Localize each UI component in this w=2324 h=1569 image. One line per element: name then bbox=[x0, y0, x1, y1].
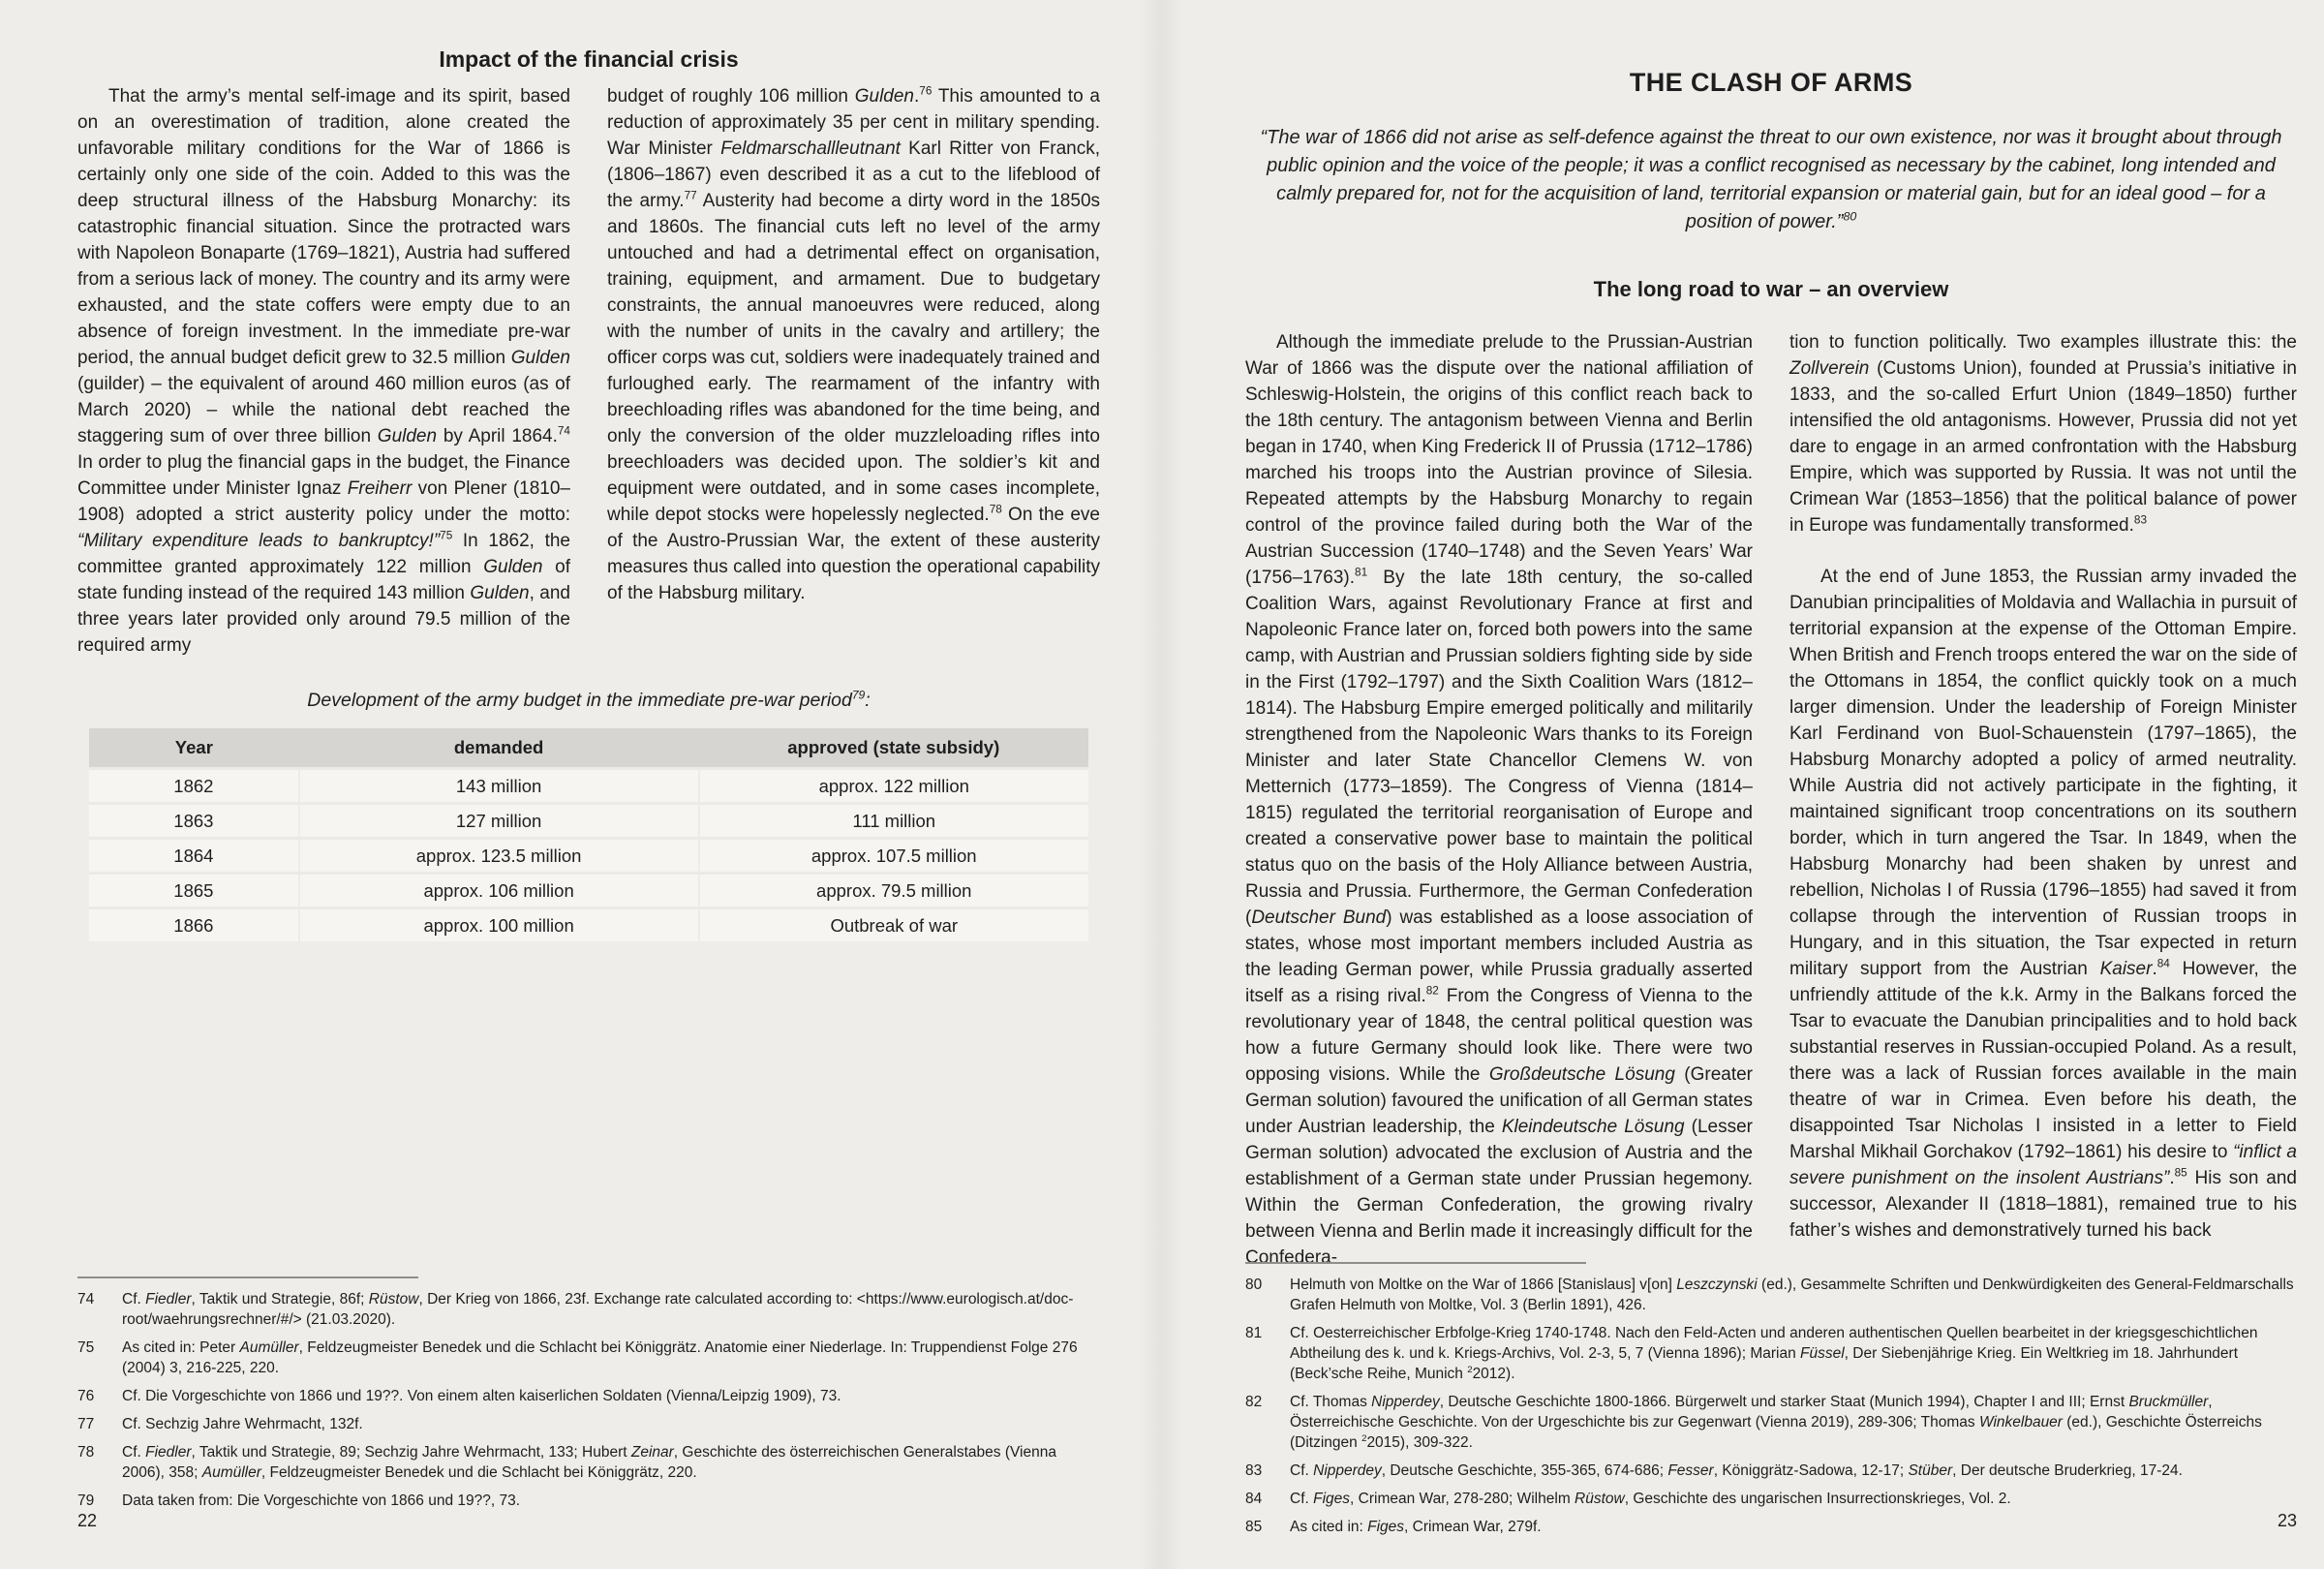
footnote-text: Cf. Fiedler, Taktik und Strategie, 89; Sechzig Jahre Wehrmacht, 133; Hubert Zeinar, Geschichte des österreichischen Generalstabes (Vienna 2006), 358; Aumüller, Feldzeugmeister Benedek und die Schlacht bei Königgrätz, 220. bbox=[122, 1444, 1056, 1481]
left-column-1 bbox=[77, 83, 570, 659]
footnote bbox=[1245, 1461, 2297, 1481]
footnote-text: Helmuth von Moltke on the War of 1866 [Stanislaus] v[on] Leszczynski (ed.), Gesammelte Schriften und Denkwürdigkeiten des General-Feldmarschalls Grafen Helmuth von Moltke, Vol. 3 (Berlin 1891), 426. bbox=[1290, 1277, 2294, 1313]
footnote-ref: 81 bbox=[1355, 566, 1368, 579]
chapter-title: THE CLASH OF ARMS bbox=[1629, 68, 1913, 97]
table-row bbox=[89, 874, 1088, 908]
footnote bbox=[1245, 1517, 2297, 1537]
footnote bbox=[77, 1442, 1100, 1483]
emphasis-text: Zeinar bbox=[630, 1444, 674, 1461]
emphasis-text: Bruckmüller bbox=[2128, 1394, 2209, 1410]
emphasis-text: Fiedler bbox=[145, 1291, 192, 1308]
emphasis-text: Leszczynski bbox=[1676, 1277, 1758, 1293]
table-header-cell: approved (state subsidy) bbox=[699, 728, 1088, 769]
footnote-ref: 79 bbox=[851, 688, 866, 702]
page-right bbox=[1245, 0, 2297, 1569]
footnote-text: Data taken from: Die Vorgeschichte von 1866 und 19??, 73. bbox=[122, 1492, 521, 1509]
emphasis-text: Zollverein bbox=[1789, 358, 1870, 379]
table-cell: approx. 100 million bbox=[299, 908, 699, 942]
page-fold bbox=[1141, 0, 1183, 1569]
table-row bbox=[89, 769, 1088, 804]
chapter-epigraph-quote: “The war of 1866 did not arise as self-defence against the threat to our own existence, nor was it brought about through public opinion and the voice of the people; it was a conflict recognised as necessary by the cabinet, long intended and calmly prepared for, not for the acquisition of land, territorial expansion or material gain, but for an ideal good – for a position of power.”$^{80}$ bbox=[1260, 127, 2282, 232]
army-budget-table bbox=[89, 728, 1088, 941]
footnote-ref: 80 bbox=[1843, 209, 1857, 224]
footnote-ref: 84 bbox=[2156, 957, 2170, 970]
table-header-row bbox=[89, 728, 1088, 769]
footnote bbox=[77, 1491, 1100, 1511]
table-header-cell: demanded bbox=[299, 728, 699, 769]
right-columns bbox=[1245, 329, 2297, 1271]
footnote-ref: 82 bbox=[1425, 984, 1439, 998]
emphasis-text: Füssel bbox=[1800, 1345, 1845, 1362]
footnote-text: Cf. Die Vorgeschichte von 1866 und 19??. Von einem alten kaiserlichen Soldaten (Vienna/Leipzig 1909), 73. bbox=[122, 1388, 841, 1404]
footnote-text: Cf. Sechzig Jahre Wehrmacht, 132f. bbox=[122, 1416, 363, 1432]
page-left bbox=[77, 0, 1100, 1569]
table-cell: approx. 123.5 million bbox=[299, 839, 699, 874]
footnote-number: 82 bbox=[1245, 1394, 1263, 1410]
page-number-right: 23 bbox=[2277, 1511, 2297, 1530]
table-cell: approx. 79.5 million bbox=[699, 874, 1088, 908]
emphasis-text: Gulden bbox=[483, 557, 543, 577]
emphasis-text: Winkelbauer bbox=[1978, 1414, 2063, 1431]
footnote-ref: 77 bbox=[684, 189, 697, 202]
left-section-title: Impact of the financial crisis bbox=[439, 46, 739, 72]
page-number-left: 22 bbox=[77, 1511, 98, 1530]
emphasis-text: Rüstow bbox=[1575, 1491, 1625, 1507]
table-row bbox=[89, 839, 1088, 874]
emphasis-text: Feldmarschallleutnant bbox=[720, 138, 901, 159]
footnote-number: 84 bbox=[1245, 1491, 1263, 1507]
table-cell: 1862 bbox=[89, 769, 299, 804]
table-header-cell: Year bbox=[89, 728, 299, 769]
emphasis-text: Kleindeutsche Lösung bbox=[1501, 1117, 1685, 1137]
body-paragraph: tion to function politically. Two examples illustrate this: the Zollverein (Customs Union), founded at Prussia’s initiative in 1833, and the so-called Erfurt Union (1849–1850) further intensified the old antagonisms. However, Prussia did not yet dare to engage in an armed confrontation with the Habsburg Empire, which was supported by Russia. It was not until the Crimean War (1853–1856) that the political balance of power in Europe was fundamentally transformed.$^{83}$ bbox=[1789, 332, 2297, 536]
footnote-number: 75 bbox=[77, 1339, 95, 1356]
table-row bbox=[89, 908, 1088, 942]
footnote-ref: 76 bbox=[919, 84, 933, 98]
footnote-ref: 83 bbox=[2133, 513, 2148, 527]
emphasis-text: Aumüller bbox=[201, 1464, 261, 1481]
emphasis-text: Gulden bbox=[854, 86, 915, 107]
emphasis-text: “inflict a severe punishment on the insolent Austrians” bbox=[1789, 1142, 2297, 1188]
footnote-ref: 2 bbox=[1467, 1364, 1473, 1375]
emphasis-text: Aumüller bbox=[239, 1339, 299, 1356]
table-cell: approx. 122 million bbox=[699, 769, 1088, 804]
footnote-ref: 75 bbox=[440, 529, 453, 542]
footnote-number: 79 bbox=[77, 1492, 95, 1509]
table-cell: approx. 107.5 million bbox=[699, 839, 1088, 874]
emphasis-text: Figes bbox=[1367, 1519, 1405, 1535]
table-cell: 143 million bbox=[299, 769, 699, 804]
emphasis-text: Freiherr bbox=[347, 478, 413, 499]
footnote bbox=[77, 1386, 1100, 1406]
footnote bbox=[77, 1289, 1100, 1330]
footnote-number: 83 bbox=[1245, 1462, 1263, 1479]
table-cell: Outbreak of war bbox=[699, 908, 1088, 942]
emphasis-text: Nipperdey bbox=[1371, 1394, 1440, 1410]
footnote-number: 80 bbox=[1245, 1277, 1263, 1293]
body-paragraph: At the end of June 1853, the Russian army invaded the Danubian principalities of Moldavia and Wallachia in pursuit of territorial expansion at the expense of the Ottoman Empire. When British and French troops entered the war on the side of the Ottomans in 1854, the conflict quickly took on a much larger dimension. Under the leadership of Foreign Minister Karl Ferdinand von Buol-Schauenstein (1797–1865), the Habsburg Monarchy adopted a policy of armed neutrality. While Austria did not actively participate in the fighting, it maintained significant troop concentrations on its southern border, which in turn angered the Tsar. In 1849, when the Habsburg Monarchy had been shaken by unrest and rebellion, Nicholas I of Russia (1796–1855) had saved it from collapse through the intervention of Russian troops in Hungary, and in this situation, the Tsar expected in return military support from the Austrian Kaiser.$^{84}$ However, the unfriendly attitude of the k.k. Army in the Balkans forced the Tsar to evacuate the Danubian principalities and to hold back substantial reserves in Russian-occupied Poland. As a result, there was a lack of Russian forces available in the main theatre of war in Crimea. Even before his death, the disappointed Tsar Nicholas I insisted in a letter to Field Marshal Mikhail Gorchakov (1792–1861) his desire to “inflict a severe punishment on the insolent Austrians”.$^{85}$ His son and successor, Alexander II (1818–1881), remained true to his father’s wishes and demonstratively turned his back bbox=[1789, 567, 2298, 1241]
left-column-2 bbox=[607, 83, 1100, 659]
emphasis-text: “Military expenditure leads to bankruptcy!” bbox=[77, 531, 441, 551]
table-cell: approx. 106 million bbox=[299, 874, 699, 908]
emphasis-text: Fiedler bbox=[145, 1444, 192, 1461]
footnote-ref: 85 bbox=[2174, 1166, 2187, 1180]
footnote-ref: 78 bbox=[989, 503, 1002, 516]
emphasis-text: Figes bbox=[1313, 1491, 1351, 1507]
footnote-text: Cf. Thomas Nipperdey, Deutsche Geschichte 1800-1866. Bürgerwelt und starker Staat (Munich 1994), Chapter I and III; Ernst Bruckmüller, Österreichische Geschichte. Von der Urgeschichte bis zur Gegenwart (Vienna 2019), 289-306; Thomas Winkelbauer (ed.), Geschichte Österreichs (Ditzingen $^2$2015), 309-322. bbox=[1290, 1394, 2262, 1451]
table-row bbox=[89, 804, 1088, 839]
footnote-number: 74 bbox=[77, 1291, 95, 1308]
left-footnotes bbox=[77, 1277, 1100, 1519]
table-cell: 1864 bbox=[89, 839, 299, 874]
footnote-ref: 2 bbox=[1361, 1432, 1367, 1444]
right-column-1 bbox=[1245, 329, 1753, 1271]
table-caption: Development of the army budget in the immediate pre-war period$^{79}$: bbox=[307, 688, 871, 711]
footnote bbox=[1245, 1489, 2297, 1509]
footnote bbox=[1245, 1323, 2297, 1384]
footnote-text: Cf. Figes, Crimean War, 278-280; Wilhelm Rüstow, Geschichte des ungarischen Insurrectionskrieges, Vol. 2. bbox=[1290, 1491, 2011, 1507]
body-paragraph: budget of roughly 106 million Gulden.$^{76}$ This amounted to a reduction of approximately 35 per cent in military spending. War Minister Feldmarschallleutnant Karl Ritter von Franck, (1806–1867) even described it as a cut to the lifeblood of the army.$^{77}$ Austerity had become a dirty word in the 1850s and 1860s. The financial cuts left no level of the army untouched and had a detrimental effect on organisation, training, equipment, and armament. Due to budgetary constraints, the annual manoeuvres were reduced, along with the number of units in the cavalry and artillery; the officer corps was cut, soldiers were inadequately trained and furloughed early. The rearmament of the infantry with breechloading rifles was abandoned for the time being, and only the conversion of the older muzzleloading rifles into breechloaders was decided upon. The soldier’s kit and equipment were outdated, and in some cases incomplete, while depot stocks were hopelessly neglected.$^{78}$ On the eve of the Austro-Prussian War, the extent of these austerity measures thus called into question the operational capability of the Habsburg military. bbox=[607, 84, 1101, 603]
footnote-text: Cf. Oesterreichischer Erbfolge-Krieg 1740-1748. Nach den Feld-Acten und anderen authentischen Quellen bearbeitet in der kriegsgeschichtlichen Abtheilung des k. und k. Kriegs-Archivs, Vol. 2-3, 5, 7 (Vienna 1896); Marian Füssel, Der Siebenjährige Krieg. Ein Weltkrieg im 18. Jahrhundert (Beck’sche Reihe, Munich $^2$2012). bbox=[1290, 1325, 2258, 1382]
footnote bbox=[1245, 1392, 2297, 1453]
right-column-2 bbox=[1789, 329, 2297, 1271]
footnote-number: 81 bbox=[1245, 1325, 1263, 1341]
emphasis-text: Gulden bbox=[470, 583, 530, 603]
right-section-subtitle: The long road to war – an overview bbox=[1593, 277, 1949, 301]
footnote-ref: 74 bbox=[557, 424, 570, 438]
emphasis-text: Großdeutsche Lösung bbox=[1488, 1064, 1675, 1085]
body-paragraph: Although the immediate prelude to the Prussian-Austrian War of 1866 was the dispute over the national affiliation of Schleswig-Holstein, the origins of this conflict reach back to the 18th century. The antagonism between Vienna and Berlin began in 1740, when King Frederick II of Prussia (1712–1786) marched his troops into the Austrian province of Silesia. Repeated attempts by the Habsburg Monarchy to regain control of the province failed during both the War of the Austrian Succession (1740–1748) and the Seven Years’ War (1756–1763).$^{81}$ By the late 18th century, the so-called Coalition Wars, against Revolutionary France at first and Napoleonic France later on, forced both powers into the same camp, with Austrian and Prussian soldiers fighting side by side in the First (1792–1797) and the Sixth Coalition Wars (1812–1814). The Habsburg Empire emerged politically and militarily strengthened from the Napoleonic Wars thanks to its Foreign Minister and later State Chancellor Clemens W. von Metternich (1773–1859). The Congress of Vienna (1814–1815) regulated the territorial reorganisation of Europe and created a conservative power base to maintain the political status quo on the basis of the Holy Alliance between Austria, Russia and Prussia. Furthermore, the German Confederation (Deutscher Bund) was established as a loose association of states, whose most important members included Austria as the leading German power, while Prussia gradually asserted itself as a rising rival.$^{82}$ From the Congress of Vienna to the revolutionary year of 1848, the central political question was how a future Germany should look like. There were two opposing visions. While the Großdeutsche Lösung (Greater German solution) favoured the unification of all German states under Austrian leadership, the Kleindeutsche Lösung (Lesser German solution) advocated the exclusion of Austria and the establishment of a German state under Prussian hegemony. Within the German Confederation, the growing rivalry between Vienna and Berlin made it increasingly difficult for the Confedera- bbox=[1245, 332, 1753, 1268]
table-cell: 1866 bbox=[89, 908, 299, 942]
footnote bbox=[77, 1338, 1100, 1378]
footnote bbox=[77, 1414, 1100, 1434]
footnote-number: 85 bbox=[1245, 1519, 1263, 1535]
footnote-text: As cited in: Peter Aumüller, Feldzeugmeister Benedek und die Schlacht bei Königgrätz. Anatomie einer Niederlage. In: Truppendienst Folge 276 (2004) 3, 216-225, 220. bbox=[122, 1339, 1078, 1376]
footnote bbox=[1245, 1275, 2297, 1315]
left-columns bbox=[77, 83, 1100, 659]
footnote-text: Cf. Fiedler, Taktik und Strategie, 86f; Rüstow, Der Krieg von 1866, 23f. Exchange rate calculated according to: <https://www.eurologisch.at/doc-root/waehrungsrechner/#/> (21.03.2020). bbox=[122, 1291, 1074, 1328]
emphasis-text: Rüstow bbox=[368, 1291, 419, 1308]
footnote-number: 77 bbox=[77, 1416, 95, 1432]
table-cell: 127 million bbox=[299, 804, 699, 839]
emphasis-text: Gulden bbox=[510, 348, 570, 368]
emphasis-text: Kaiser bbox=[2099, 959, 2153, 979]
emphasis-text: Fesser bbox=[1667, 1462, 1714, 1479]
footnote-number: 76 bbox=[77, 1388, 95, 1404]
footnote-number: 78 bbox=[77, 1444, 95, 1461]
emphasis-text: Deutscher Bund bbox=[1251, 908, 1387, 928]
body-paragraph: That the army’s mental self-image and its spirit, based on an overestimation of tradition, alone created the unfavorable military conditions for the War of 1866 is certainly only one side of the coin. Added to this was the deep structural illness of the Habsburg Monarchy: its catastrophic financial situation. Since the protracted wars with Napoleon Bonaparte (1769–1821), Austria had suffered from a serious lack of money. The country and its army were exhausted, and the state coffers were empty due to an absence of foreign investment. In the immediate pre-war period, the annual budget deficit grew to 32.5 million Gulden (guilder) – the equivalent of around 460 million euros (as of March 2020) – while the national debt reached the staggering sum of over three billion Gulden by April 1864.74 In order to plug the financial gaps in the budget, the Finance Committee under Minister Ignaz Freiherr von Plener (1810–1908) adopted a strict austerity policy under the motto: “Military expenditure leads to bankruptcy!”$^{75}$ In 1862, the committee granted approximately 122 million Gulden of state funding instead of the required 143 million Gulden, and three years later provided only around 79.5 million of the required army bbox=[77, 86, 571, 656]
right-footnotes bbox=[1245, 1262, 2297, 1545]
table-cell: 1863 bbox=[89, 804, 299, 839]
footnote-text: As cited in: Figes, Crimean War, 279f. bbox=[1290, 1519, 1542, 1535]
table-cell: 1865 bbox=[89, 874, 299, 908]
table-cell: 111 million bbox=[699, 804, 1088, 839]
footnote-text: Cf. Nipperdey, Deutsche Geschichte, 355-365, 674-686; Fesser, Königgrätz-Sadowa, 12-17; Stüber, Der deutsche Bruderkrieg, 17-24. bbox=[1290, 1462, 2183, 1479]
emphasis-text: Nipperdey bbox=[1313, 1462, 1382, 1479]
emphasis-text: Stüber bbox=[1908, 1462, 1953, 1479]
emphasis-text: Gulden bbox=[377, 426, 438, 446]
